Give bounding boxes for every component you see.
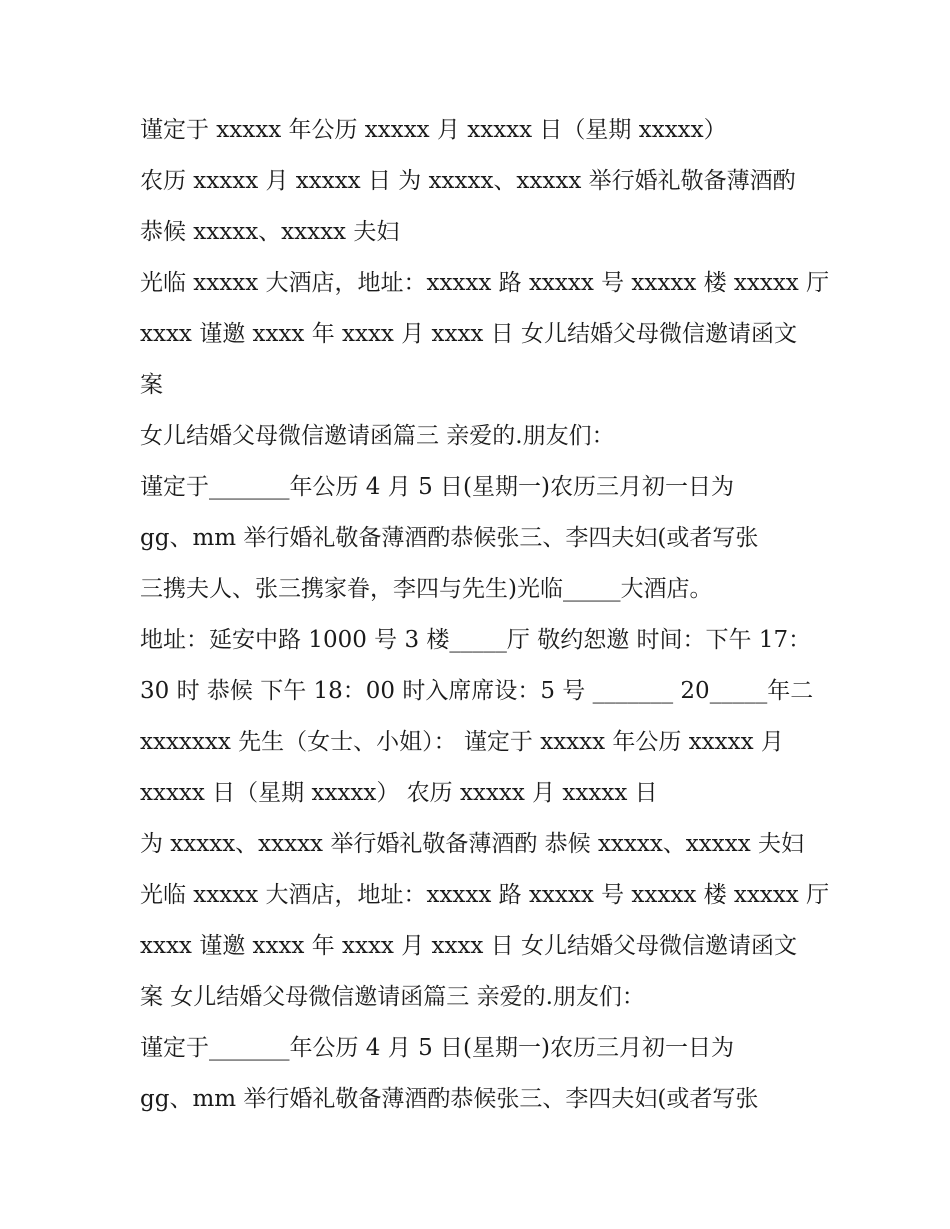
- text-line: 地址：延安中路 1000 号 3 楼_____厅 敬约恕邀 时间：下午 17：: [140, 627, 812, 653]
- text-line: 光临 xxxxx 大酒店，地址：xxxxx 路 xxxxx 号 xxxxx 楼 xxxxx 厅: [140, 882, 830, 908]
- text-line: 案 女儿结婚父母微信邀请函篇三 亲爱的.朋友们：: [140, 984, 645, 1010]
- text-line: 谨定于_______年公历 4 月 5 日(星期一)农历三月初一日为: [140, 1035, 734, 1061]
- text-line: xxxx 谨邀 xxxx 年 xxxx 月 xxxx 日 女儿结婚父母微信邀请函文: [140, 933, 798, 959]
- text-line: xxxx 谨邀 xxxx 年 xxxx 月 xxxx 日 女儿结婚父母微信邀请函文: [140, 321, 798, 347]
- text-line: 谨定于 xxxxx 年公历 xxxxx 月 xxxxx 日（星期 xxxxx）: [140, 117, 727, 143]
- text-line: 三携夫人、张三携家眷，李四与先生)光临_____大酒店。: [140, 576, 713, 602]
- text-line: 为 xxxxx、xxxxx 举行婚礼敬备薄酒酌 恭候 xxxxx、xxxxx 夫妇: [140, 831, 804, 857]
- text-line: gg、mm 举行婚礼敬备薄酒酌恭候张三、李四夫妇(或者写张: [140, 525, 759, 551]
- text-line: 农历 xxxxx 月 xxxxx 日 为 xxxxx、xxxxx 举行婚礼敬备薄酒酌: [140, 168, 796, 194]
- text-line: 恭候 xxxxx、xxxxx 夫妇: [140, 219, 400, 245]
- text-line: xxxxxxx 先生（女士、小姐）： 谨定于 xxxxx 年公历 xxxxx 月: [140, 729, 784, 755]
- text-line: 谨定于_______年公历 4 月 5 日(星期一)农历三月初一日为: [140, 474, 734, 500]
- text-line: xxxxx 日（星期 xxxxx） 农历 xxxxx 月 xxxxx 日: [140, 780, 658, 806]
- text-line: 光临 xxxxx 大酒店，地址：xxxxx 路 xxxxx 号 xxxxx 楼 xxxxx 厅: [140, 270, 830, 296]
- section-heading: 女儿结婚父母微信邀请函篇三 亲爱的.朋友们：: [140, 423, 615, 449]
- document-body: [140, 105, 830, 1125]
- text-line: 30 时 恭候 下午 18：00 时入席席设：5 号 _______ 20_____年二: [140, 678, 814, 704]
- text-line: gg、mm 举行婚礼敬备薄酒酌恭候张三、李四夫妇(或者写张: [140, 1086, 759, 1112]
- text-line: 案: [140, 372, 163, 398]
